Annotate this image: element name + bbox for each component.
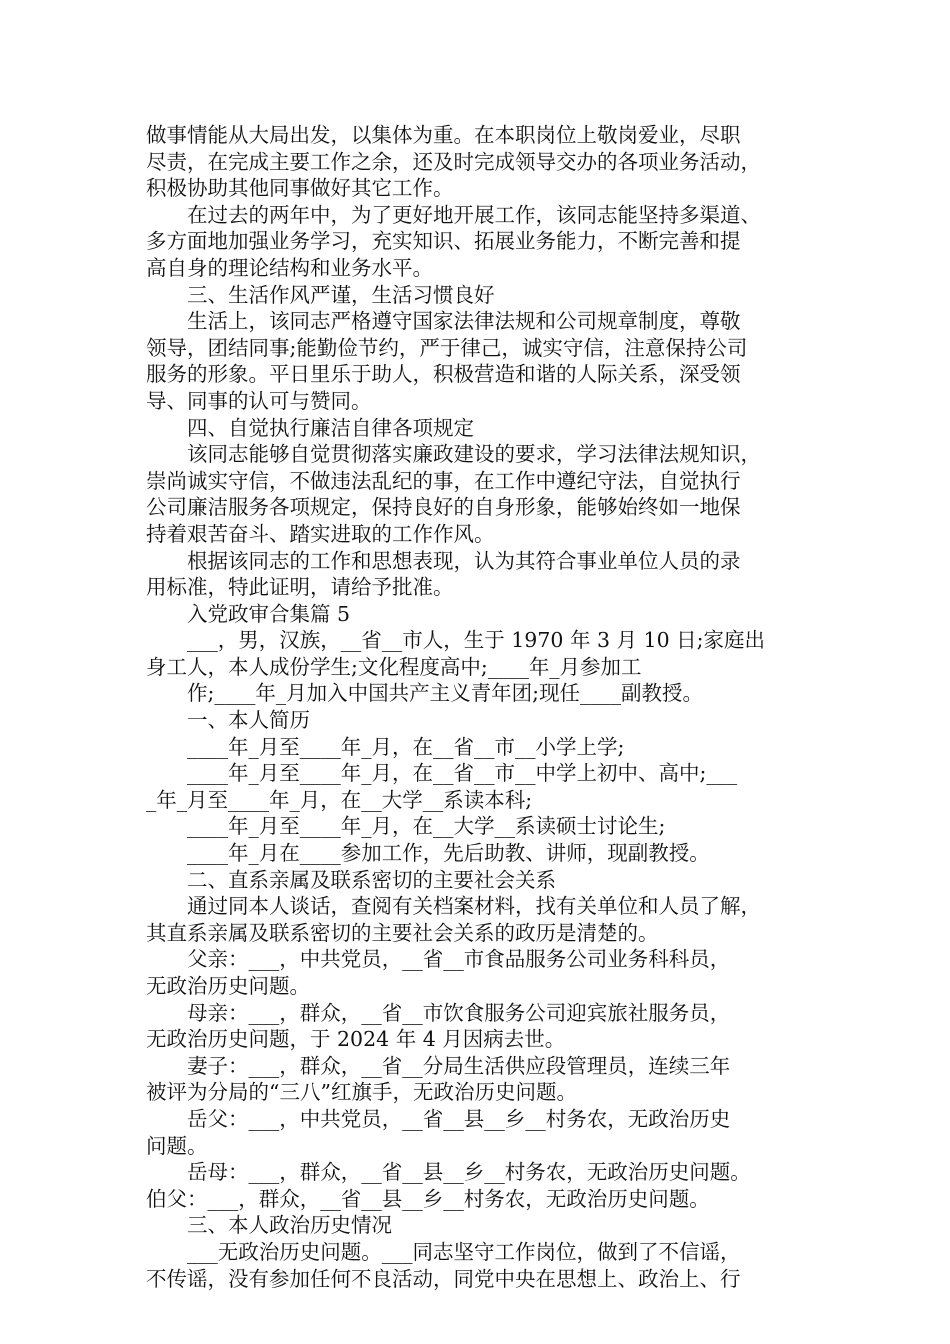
paragraph-start-line: 在过去的两年中，为了更好地开展工作，该同志能坚持多渠道、	[146, 202, 761, 227]
text-line: 服务的形象。平日里乐于助人，积极营造和谐的人际关系，深受领	[146, 362, 741, 387]
paragraph-start-line: 根据该同志的工作和思想表现，认为其符合事业单位人员的录	[146, 548, 741, 573]
text-line: 导、同事的认可与赞同。	[146, 388, 372, 413]
text-line: 无政治历史问题，于 2024 年 4 月因病去世。	[146, 1027, 566, 1052]
text-line: 问题。	[146, 1133, 208, 1158]
relative-entry-mother: 母亲：___，群众，__省__市饮食服务公司迎宾旅社服务员，	[146, 1000, 731, 1025]
relative-entry-uncle: 伯父：___，群众，__省__县__乡__村务农，无政治历史问题。	[146, 1186, 710, 1211]
paragraph-start-line: 作;____年_月加入中国共产主义青年团;现任____副教授。	[146, 681, 704, 706]
resume-line: ____年_月至____年_月，在__省__市__中学上初中、高中;___	[146, 761, 738, 786]
section-heading: 二、直系亲属及联系密切的主要社会关系	[146, 867, 556, 892]
resume-line: ____年_月至____年_月，在__省__市__小学上学;	[146, 734, 625, 759]
text-line: _年_月至____年_月，在__大学__系读本科;	[146, 787, 533, 812]
relative-entry-mother-in-law: 岳母：___，群众，__省__县__乡__村务农，无政治历史问题。	[146, 1160, 751, 1185]
section-heading: 一、本人简历	[146, 708, 310, 733]
text-line: 其直系亲属及联系密切的主要社会关系的政历是清楚的。	[146, 920, 659, 945]
text-line: 身工人，本人成份学生;文化程度高中;____年_月参加工	[146, 654, 642, 679]
text-line: 尽责，在完成主要工作之余，还及时完成领导交办的各项业务活动，	[146, 149, 761, 174]
paragraph-start-line: 通过同本人谈话，查阅有关档案材料，找有关单位和人员了解，	[146, 894, 761, 919]
document-body	[146, 122, 818, 1292]
paragraph-start-line: 该同志能够自觉贯彻落实廉政建设的要求，学习法律法规知识，	[146, 442, 761, 467]
section-heading: 三、生活作风严谨，生活习惯良好	[146, 282, 495, 307]
text-line: 积极协助其他同事做好其它工作。	[146, 176, 454, 201]
relative-entry-father: 父亲：___，中共党员，__省__市食品服务公司业务科科员，	[146, 947, 731, 972]
text-line: 用标准，特此证明，请给予批准。	[146, 575, 454, 600]
section-heading: 四、自觉执行廉洁自律各项规定	[146, 415, 474, 440]
paragraph-start-line: ___，男，汉族，__省__市人，生于 1970 年 3 月 10 日;家庭出	[146, 628, 766, 653]
relative-entry-father-in-law: 岳父：___，中共党员，__省__县__乡__村务农，无政治历史	[146, 1106, 731, 1131]
text-line: 崇尚诚实守信，不做违法乱纪的事，在工作中遵纪守法，自觉执行	[146, 468, 741, 493]
text-line: 无政治历史问题。	[146, 974, 310, 998]
paragraph-start-line: 生活上，该同志严格遵守国家法律法规和公司规章制度，尊敬	[146, 309, 741, 334]
text-line: 做事情能从大局出发，以集体为重。在本职岗位上敬岗爱业，尽职	[146, 123, 741, 147]
paragraph-start-line: ___无政治历史问题。___同志坚守工作岗位，做到了不信谣，	[146, 1239, 741, 1264]
text-line: 领导，团结同事;能勤俭节约，严于律己，诚实守信，注意保持公司	[146, 335, 748, 360]
text-line: 被评为分局的“三八”红旗手，无政治历史问题。	[146, 1080, 577, 1105]
text-line: 高自身的理论结构和业务水平。	[146, 255, 433, 280]
section-heading: 三、本人政治历史情况	[146, 1213, 392, 1238]
resume-line: ____年_月至____年_月，在__大学__系读硕士讨论生;	[146, 814, 666, 839]
resume-line: ____年_月在____参加工作，先后助教、讲师，现副教授。	[146, 841, 710, 866]
text-line: 多方面地加强业务学习，充实知识、拓展业务能力，不断完善和提	[146, 229, 741, 254]
section-title: 入党政审合集篇 5	[146, 601, 351, 626]
text-line: 持着艰苦奋斗、踏实进取的工作作风。	[146, 521, 495, 546]
relative-entry-wife: 妻子：___，群众，__省__分局生活供应段管理员，连续三年	[146, 1053, 731, 1078]
text-line: 公司廉洁服务各项规定，保持良好的自身形象，能够始终如一地保	[146, 495, 741, 520]
text-line: 不传谣，没有参加任何不良活动，同党中央在思想上、政治上、行	[146, 1266, 741, 1291]
